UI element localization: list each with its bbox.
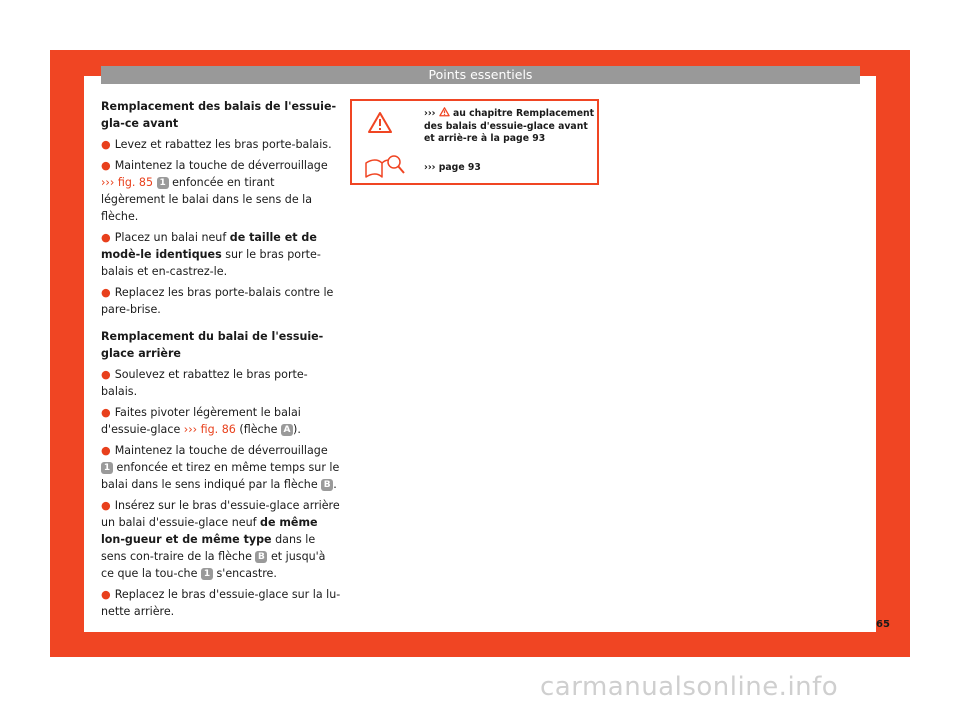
list-item: ● Replacez les bras porte-balais contre le pare-brise.: [101, 286, 334, 316]
bullet-icon: ●: [101, 499, 111, 512]
page-number: 65: [876, 619, 890, 630]
book-magnifier-icon: [364, 153, 406, 183]
list-item: ● Levez et rabattez les bras porte-balais.: [101, 138, 332, 151]
bullet-icon: ●: [101, 368, 111, 381]
section-header-title: Points essentiels: [428, 67, 533, 82]
list-item: ● Soulevez et rabattez le bras porte-balais.: [101, 368, 308, 398]
list-item: ● Placez un balai neuf de taille et de modè-le identiques sur le bras porte-balais et en-castrez-le.: [101, 231, 321, 278]
page-reference[interactable]: ››› page 93: [424, 162, 481, 173]
bullet-icon: ●: [101, 444, 111, 457]
section-heading-rear: Remplacement du balai de l'essuie-glace arrière: [101, 330, 324, 360]
warning-box: [350, 99, 599, 185]
bullet-icon: ●: [101, 138, 111, 151]
callout-badge: 1: [101, 462, 113, 474]
callout-badge: B: [321, 479, 333, 491]
bullet-icon: ●: [101, 159, 111, 172]
watermark: carmanualsonline.info: [540, 672, 839, 702]
callout-badge: A: [281, 424, 293, 436]
callout-badge: B: [255, 551, 267, 563]
fig-85-link[interactable]: ››› fig. 85: [101, 176, 154, 189]
bullet-icon: ●: [101, 286, 111, 299]
warning-triangle-icon: [367, 111, 393, 139]
instructions-column: [101, 98, 341, 620]
callout-badge: 1: [157, 177, 169, 189]
list-item: ● Replacez le bras d'essuie-glace sur la lu-nette arrière.: [101, 588, 341, 618]
warning-text: ››› au chapitre Remplacement des balais d'essuie-glace avant et arriè-re à la page 93: [424, 108, 595, 144]
callout-badge: 1: [201, 568, 213, 580]
bullet-icon: ●: [101, 588, 111, 601]
bullet-icon: ●: [101, 406, 111, 419]
list-item: ● Faites pivoter légèrement le balai d'essuie-glace ››› fig. 86 (flèche A ).: [101, 406, 301, 436]
section-heading-front: Remplacement des balais de l'essuie-gla-ce avant: [101, 100, 337, 130]
bullet-icon: ●: [101, 231, 111, 244]
warning-inline-icon: [439, 108, 453, 119]
list-item: ● Maintenez la touche de déverrouillage 1 enfoncée et tirez en même temps sur le balai dans le sens indiqué par la flèche B .: [101, 444, 340, 491]
list-item: ● Insérez sur le bras d'essuie-glace arrière un balai d'essuie-glace neuf de même lon-gueur et de même type dans le sens con-traire de la flèche B et jusqu'à ce que la tou-che 1 s'encastre.: [101, 499, 340, 580]
section-header-bar: [101, 66, 860, 84]
list-item: ● Maintenez la touche de déverrouillage ››› fig. 85 1 enfoncée en tirant légèrement le balai dans le sens de la flèche.: [101, 159, 328, 223]
fig-86-link[interactable]: ››› fig. 86: [183, 423, 236, 436]
